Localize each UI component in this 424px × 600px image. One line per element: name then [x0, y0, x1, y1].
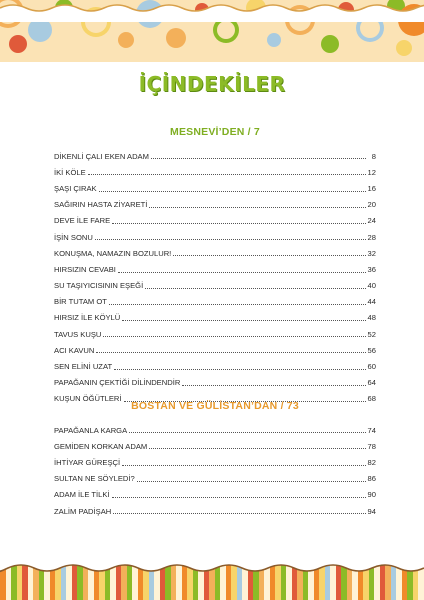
toc-entry-page: 90: [367, 490, 376, 500]
toc-entry[interactable]: [54, 225, 376, 241]
toc-entry-page: 68: [367, 394, 376, 404]
toc-entry-title: KUŞUN ÖĞÜTLERİ: [54, 394, 122, 404]
toc-entry[interactable]: [54, 338, 376, 354]
toc-section-bostan: [54, 400, 376, 515]
toc-entry[interactable]: [54, 418, 376, 434]
toc-entry[interactable]: [54, 176, 376, 192]
toc-entry-title: ŞAŞI ÇIRAK: [54, 183, 97, 193]
toc-entry-title: BİR TUTAM OT: [54, 297, 107, 307]
toc-entry-page: 94: [367, 506, 376, 516]
dot-leader: [149, 207, 365, 208]
toc-entry-title: ZALİM PADİŞAH: [54, 506, 112, 516]
toc-entry-title: PAPAĞANLA KARGA: [54, 425, 128, 435]
toc-entry-page: 24: [367, 216, 376, 226]
dot-leader: [149, 448, 365, 449]
footer-decoration: [0, 560, 424, 600]
dot-leader: [113, 513, 365, 514]
toc-entry-page: 16: [367, 183, 376, 193]
dot-leader: [99, 191, 366, 192]
dot-leader: [96, 352, 365, 353]
dot-leader: [173, 255, 365, 256]
toc-entry[interactable]: [54, 354, 376, 370]
dot-leader: [145, 288, 365, 289]
toc-entry-title: SAĞIRIN HASTA ZİYARETİ: [54, 200, 148, 210]
toc-entry-title: SU TAŞIYICISININ EŞEĞİ: [54, 281, 144, 291]
toc-entry-title: ACI KAVUN: [54, 345, 95, 355]
dot-leader: [122, 320, 365, 321]
toc-entry[interactable]: [54, 467, 376, 483]
dot-leader: [137, 481, 366, 482]
header-decoration: [0, 0, 424, 62]
toc-entry-title: HIRSIZIN CEVABI: [54, 264, 116, 274]
dot-leader: [112, 223, 365, 224]
dot-leader: [88, 174, 366, 175]
toc-entry-page: 8: [371, 151, 376, 161]
toc-entry-page: 40: [367, 281, 376, 291]
toc-entry[interactable]: [54, 450, 376, 466]
toc-entry[interactable]: [54, 434, 376, 450]
toc-entry[interactable]: [54, 160, 376, 176]
toc-entry[interactable]: [54, 193, 376, 209]
dot-leader: [122, 465, 365, 466]
toc-entry-title: İKİ KÖLE: [54, 167, 86, 177]
toc-entry[interactable]: [54, 290, 376, 306]
toc-list: [54, 144, 376, 403]
stripe-pattern-icon: [0, 560, 424, 600]
toc-entry[interactable]: [54, 306, 376, 322]
toc-entry-title: ADAM İLE TİLKİ: [54, 490, 110, 500]
dot-leader: [109, 304, 366, 305]
toc-entry-title: DEVE İLE FARE: [54, 216, 111, 226]
dot-leader: [114, 369, 365, 370]
toc-entry-page: 78: [367, 441, 376, 451]
toc-entry-page: 48: [367, 313, 376, 323]
toc-entry-title: SULTAN NE SÖYLEDİ?: [54, 474, 135, 484]
toc-entry-page: 20: [367, 200, 376, 210]
toc-entry-page: 44: [367, 297, 376, 307]
page-title: İÇİNDEKİLER: [138, 72, 286, 96]
dot-leader: [118, 272, 366, 273]
toc-entry-page: 52: [367, 329, 376, 339]
toc-entry[interactable]: [54, 257, 376, 273]
dot-leader: [112, 497, 366, 498]
toc-entry-page: 12: [367, 167, 376, 177]
toc-entry-title: DİKENLİ ÇALI EKEN ADAM: [54, 151, 149, 161]
toc-entry[interactable]: [54, 144, 376, 160]
toc-entry[interactable]: [54, 371, 376, 387]
dot-leader: [129, 432, 365, 433]
section-heading: MESNEVİ’DEN / 7: [170, 126, 260, 138]
toc-entry[interactable]: [54, 483, 376, 499]
toc-entry-title: HIRSIZ İLE KÖYLÜ: [54, 313, 121, 323]
toc-list: [54, 418, 376, 515]
toc-entry-title: PAPAĞANIN ÇEKTİĞİ DİLİNDENDİR: [54, 378, 181, 388]
toc-entry-page: 32: [367, 248, 376, 258]
wave-divider-icon: [0, 0, 424, 22]
toc-entry-page: 56: [367, 345, 376, 355]
toc-entry-title: GEMİDEN KORKAN ADAM: [54, 441, 148, 451]
toc-entry[interactable]: [54, 209, 376, 225]
toc-section-mesnevi: [54, 126, 376, 403]
toc-entry-title: İHTİYAR GÜREŞÇİ: [54, 457, 121, 467]
toc-entry-title: KONUŞMA, NAMAZIN BOZULUR!: [54, 248, 172, 258]
toc-entry-page: 82: [367, 457, 376, 467]
toc-entry[interactable]: [54, 499, 376, 515]
toc-entry-page: 64: [367, 378, 376, 388]
toc-entry-page: 36: [367, 264, 376, 274]
toc-entry-page: 86: [367, 474, 376, 484]
dot-leader: [182, 385, 365, 386]
toc-entry-title: SEN ELİNİ UZAT: [54, 362, 113, 372]
toc-entry[interactable]: [54, 241, 376, 257]
toc-entry-title: İŞİN SONU: [54, 232, 93, 242]
dot-leader: [151, 158, 366, 159]
toc-entry-page: 28: [367, 232, 376, 242]
section-heading: BOSTAN VE GÜLİSTAN’DAN / 73: [131, 400, 299, 412]
dot-leader: [95, 239, 366, 240]
toc-entry[interactable]: [54, 322, 376, 338]
dot-leader: [103, 336, 365, 337]
toc-entry-page: 74: [367, 425, 376, 435]
toc-entry-title: TAVUS KUŞU: [54, 329, 102, 339]
toc-entry-page: 60: [367, 362, 376, 372]
toc-entry[interactable]: [54, 274, 376, 290]
